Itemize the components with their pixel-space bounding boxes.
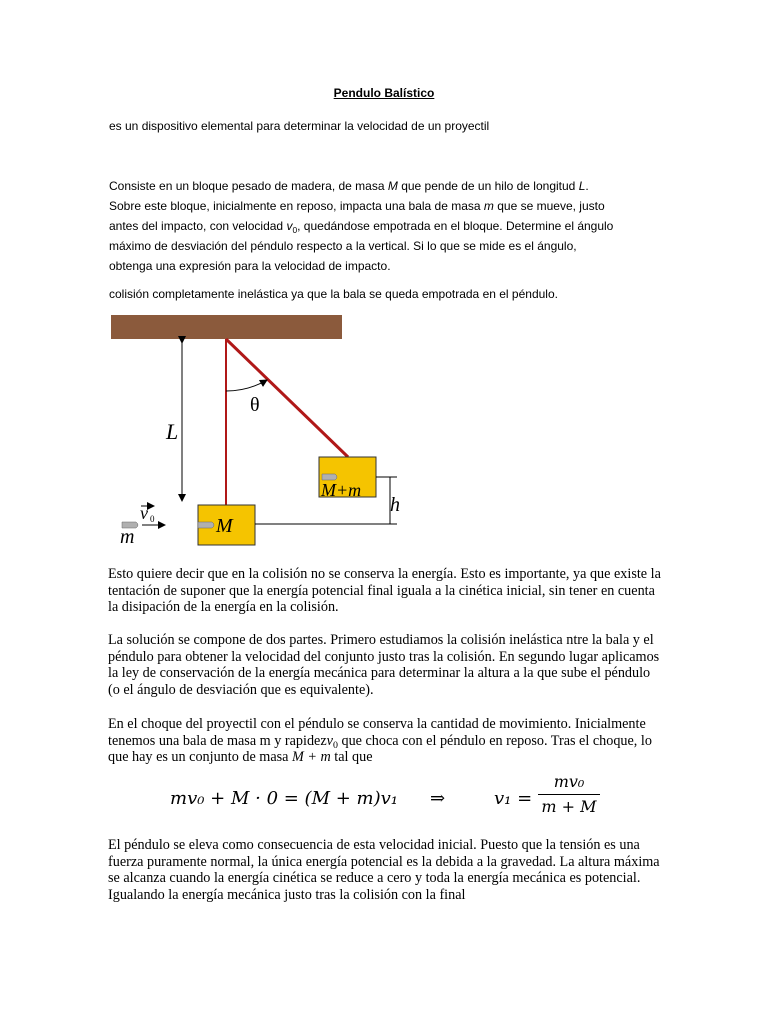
ballistic-pendulum-diagram — [110, 305, 410, 550]
collision-note: colisión completamente inelástica ya que la bala se queda empotrada en el péndulo. — [109, 287, 558, 301]
text-energy-conservation: El péndulo se eleva como consecuencia de esta velocidad inicial. Puesto que la tensión es una fuerza puramente normal, la única energía potencial es la debida a la gravedad. La altura máxima se alcanza cuando la energía cinética se reduce a cero y toda la energía mecánica es potencial. Igualando la energía mecánica justo tras la colisión con la final — [108, 837, 660, 903]
text-energy-note: Esto quiere decir que en la colisión no se conserva la energía. Esto es importante, ya que existe la tentación de suponer que la energía potencial final iguala a la cinética inicial, sin tener en cuenta la disipación de la energía en la colisión. — [108, 566, 661, 615]
block-M-label: M — [216, 515, 233, 537]
fraction-denominator: m + M — [541, 797, 597, 816]
ceiling — [111, 315, 342, 339]
fraction-numerator: mv₀ — [553, 772, 585, 791]
height-label: h — [390, 494, 400, 516]
length-label: L — [166, 419, 179, 444]
intro-text: es un dispositivo elemental para determinar la velocidad de un proyectil — [109, 119, 490, 133]
momentum-equation — [150, 772, 630, 822]
velocity-subscript: 0 — [150, 514, 155, 524]
equation-lhs: mv₀ + M · 0 = (M + m)v₁ — [170, 788, 399, 809]
problem-statement — [109, 176, 649, 276]
bullet-mass-label: m — [120, 526, 135, 548]
theta-label: θ — [250, 394, 260, 416]
problem-line-4: máximo de desviación del péndulo respecto a la vertical. Si lo que se mide es el ángulo, — [109, 239, 577, 253]
problem-line-1: Consiste en un bloque pesado de madera, de masa M que pende de un hilo de longitud L. — [109, 179, 589, 193]
problem-line-2: Sobre este bloque, inicialmente en reposo, impacta una bala de masa m que se mueve, justo — [109, 199, 605, 213]
v1-fraction — [538, 772, 600, 817]
text-solution-parts: La solución se compone de dos partes. Primero estudiamos la colisión inelástica ntre la bala y el péndulo para obtener la velocidad del conjunto justo tras la colisión. En segundo lugar aplicamos la ley de conservación de la energía mecánica para determinar la altura a la que sube el péndulo (o el ángulo de desviación que es equivalente). — [108, 632, 660, 698]
fraction-bar — [538, 794, 600, 795]
page-title: Pendulo Balístico — [333, 86, 435, 100]
implies-arrow: ⇒ — [430, 788, 446, 809]
problem-line-3: antes del impacto, con velocidad $v_0$, quedándose empotrada en el bloque. Determine el ángulo — [109, 219, 614, 235]
bullet-in-block — [198, 522, 214, 528]
theta-arc — [226, 380, 267, 391]
velocity-label: v — [140, 503, 148, 523]
bullet-in-swung-block — [322, 474, 337, 480]
v1-label: v₁ = — [494, 788, 533, 809]
block-Mm-label: M+m — [321, 480, 362, 500]
problem-line-5: obtenga una expresión para la velocidad de impacto. — [109, 259, 391, 273]
text-momentum: En el choque del proyectil con el péndulo se conserva la cantidad de movimiento. Inicialmente tenemos una bala de masa m y rapidezv$_0$ que choca con el péndulo en reposo. Tras el choque, lo que hay es un conjunto de masa M + m tal que — [108, 716, 652, 765]
string-deflected — [226, 339, 348, 457]
